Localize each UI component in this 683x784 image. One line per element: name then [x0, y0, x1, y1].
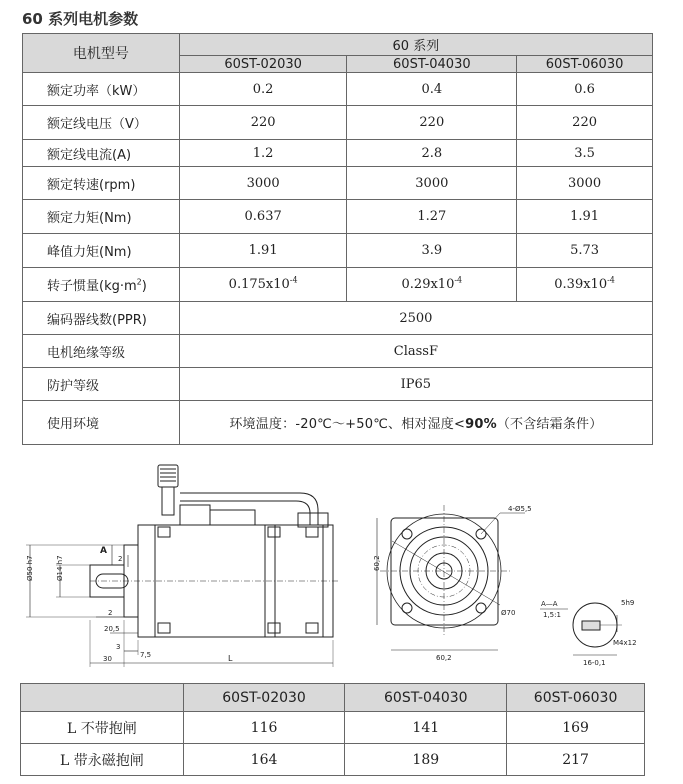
cell: 164 — [183, 744, 345, 776]
row-label: L 不带抱闸 — [21, 712, 184, 744]
dim-3: 3 — [116, 643, 121, 651]
dim-d70: Ø70 — [501, 609, 516, 617]
cell: 3.9 — [347, 234, 517, 268]
row-label: 转子惯量$(kg\cdot m^2)$ — [23, 268, 180, 302]
table-row — [23, 401, 653, 445]
dim-d14: Ø14 h7 — [56, 555, 64, 581]
table-row — [23, 167, 653, 200]
row-label: 额定力矩(Nm) — [23, 200, 180, 234]
model-col-1: 60ST-02030 — [183, 684, 345, 712]
dim-30: 30 — [103, 655, 112, 663]
cell: 0.2 — [179, 73, 347, 106]
table-row — [21, 712, 645, 744]
cell: 1.2 — [179, 140, 347, 167]
row-label: 编码器线数(PPR) — [23, 302, 180, 335]
cell: 116 — [183, 712, 345, 744]
row-label: 使用环境 — [23, 401, 180, 445]
dim-602v: 60,2 — [373, 555, 381, 571]
table-row — [23, 302, 653, 335]
model-col-2: 60ST-04030 — [347, 56, 517, 73]
cell: 0.6 — [517, 73, 653, 106]
cell: 0.4 — [347, 73, 517, 106]
section-scale: 1,5:1 — [543, 611, 561, 619]
cell: 3000 — [517, 167, 653, 200]
motor-spec-table — [22, 33, 653, 445]
cell: 3000 — [179, 167, 347, 200]
motor-dimension-drawing — [0, 455, 683, 680]
dim-m4: M4x12 — [613, 639, 637, 647]
cell: 141 — [345, 712, 507, 744]
cell: 5.73 — [517, 234, 653, 268]
corner-cell — [21, 684, 184, 712]
row-label: L 带永磁抱闸 — [21, 744, 184, 776]
cell: 220 — [517, 106, 653, 140]
series-header: 60 系列 — [179, 34, 652, 56]
dim-75: 7,5 — [140, 651, 152, 659]
dim-16: 16-0,1 — [583, 659, 606, 667]
cell: 169 — [507, 712, 645, 744]
cell: 1.91 — [517, 200, 653, 234]
cell: 220 — [347, 106, 517, 140]
model-col-3: 60ST-06030 — [507, 684, 645, 712]
table-row — [23, 73, 653, 106]
dim-a: A — [100, 546, 107, 556]
dim-205: 20,5 — [104, 625, 120, 633]
table-row — [21, 744, 645, 776]
cell: 189 — [345, 744, 507, 776]
model-col-3: 60ST-06030 — [517, 56, 653, 73]
cell: 217 — [507, 744, 645, 776]
cell: 2500 — [179, 302, 652, 335]
model-col-2: 60ST-04030 — [345, 684, 507, 712]
table-row — [23, 234, 653, 268]
table-row — [23, 140, 653, 167]
dim-d50: Ø50 h7 — [26, 555, 34, 581]
model-header: 电机型号 — [23, 34, 180, 73]
page-title: 60 系列电机参数 — [22, 10, 139, 28]
dim-2b: 2 — [108, 609, 113, 617]
dim-l: L — [228, 654, 233, 663]
cell: 3.5 — [517, 140, 653, 167]
cell: 1.91 — [179, 234, 347, 268]
table-row — [23, 335, 653, 368]
row-label: 额定线电流(A) — [23, 140, 180, 167]
environment-cell: 环境温度：-20℃～+50℃、相对湿度<90%（不含结霜条件） — [179, 401, 652, 445]
cell: $0.175x10^{-4}$ — [179, 268, 347, 302]
cell: 0.637 — [179, 200, 347, 234]
row-label: 电机绝缘等级 — [23, 335, 180, 368]
dim-hole: 4-Ø5,5 — [508, 505, 532, 513]
row-label: 防护等级 — [23, 368, 180, 401]
cell: ClassF — [179, 335, 652, 368]
table-row — [23, 200, 653, 234]
cell: $0.39x10^{-4}$ — [517, 268, 653, 302]
row-label: 峰值力矩(Nm) — [23, 234, 180, 268]
section-label: A—A — [541, 600, 558, 608]
cell: 2.8 — [347, 140, 517, 167]
length-table — [20, 683, 645, 776]
row-label: 额定线电压（V） — [23, 106, 180, 140]
dim-5h9: 5h9 — [621, 599, 635, 607]
cell: IP65 — [179, 368, 652, 401]
cell: 3000 — [347, 167, 517, 200]
table-row — [23, 368, 653, 401]
table-row — [23, 268, 653, 302]
row-label: 额定转速(rpm) — [23, 167, 180, 200]
model-col-1: 60ST-02030 — [179, 56, 347, 73]
table-row — [23, 106, 653, 140]
dim-2a: 2 — [118, 555, 123, 563]
cell: $0.29x10^{-4}$ — [347, 268, 517, 302]
cell: 220 — [179, 106, 347, 140]
cell: 1.27 — [347, 200, 517, 234]
row-label: 额定功率（kW） — [23, 73, 180, 106]
dim-602h: 60,2 — [436, 654, 452, 662]
